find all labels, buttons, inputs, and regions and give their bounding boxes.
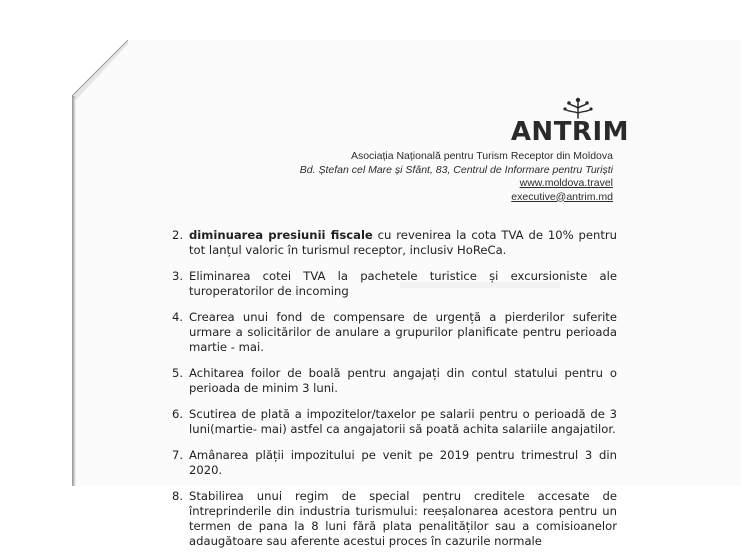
paper-left-edge	[72, 96, 76, 486]
email-link[interactable]: executive@antrim.md	[511, 190, 613, 203]
item-text: Achitarea foilor de boală pentru angajați din contul statului pentru o perioada de minim 3 luni.	[189, 366, 617, 395]
item-number: 5.	[172, 366, 184, 380]
item-text: Amânarea plății impozitului pe venit pe 2019 pentru trimestrul 3 din 2020.	[189, 448, 617, 477]
list-item	[172, 228, 617, 258]
item-text: cu revenirea la cota TVA de 10% pentru tot lanțul valoric în turismul receptor, inclusiv HoReCa.	[189, 228, 618, 257]
item-text: Eliminarea cotei TVA la pachetele turistice și excursioniste ale turoperatorilor de incoming	[189, 269, 617, 298]
item-number: 3.	[172, 269, 184, 283]
measures-list	[172, 228, 617, 560]
item-text: Scutirea de plată a impozitelor/taxelor pe salarii pentru o perioadă de 3 luni(martie- mai) astfel ca angajatorii să poată achita salariile angajatilor.	[189, 407, 617, 436]
list-item	[172, 310, 617, 355]
item-text: Crearea unui fond de compensare de urgență a pierderilor suferite urmare a solicitărilor de anulare a grupurilor planificate pentru perioada martie - mai.	[189, 310, 617, 354]
contact-block	[233, 150, 613, 204]
item-text: Stabilirea unui regim de special pentru creditele accesate de întreprinderile din industria turismului: reeșalonarea acestora pentru un termen de pana la 8 luni fără plata penalităților sau a comisioanelor adaugătoare sau aferente acestui proces în cazurile normale	[189, 489, 617, 548]
item-number: 2.	[172, 228, 184, 242]
item-number: 6.	[172, 407, 184, 421]
item-number: 4.	[172, 310, 184, 324]
list-item	[172, 269, 617, 299]
list-item	[172, 407, 617, 437]
website-link[interactable]: www.moldova.travel	[519, 177, 613, 189]
organization-name: Asociația Națională pentru Turism Receptor din Moldova	[350, 150, 613, 162]
item-number: 7.	[172, 448, 184, 462]
list-item	[172, 366, 617, 396]
list-item	[172, 489, 617, 549]
logo-text: ANTRIM	[510, 117, 629, 147]
list-item	[172, 448, 617, 478]
item-bold-text: diminuarea presiunii fiscale	[189, 228, 373, 242]
item-number: 8.	[172, 489, 184, 503]
address: Bd. Ștefan cel Mare și Sfânt, 83, Centrul de Informare pentru Turiști	[299, 163, 613, 176]
